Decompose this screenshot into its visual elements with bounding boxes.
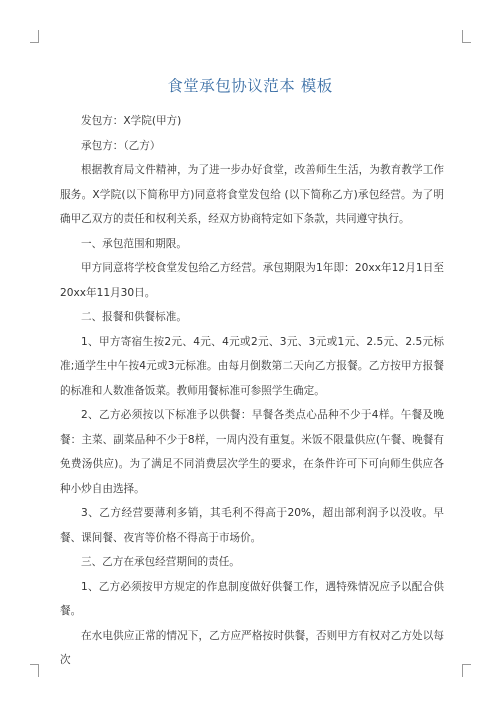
paragraph-contractor: 承包方：（乙方） (81, 139, 161, 152)
paragraph-clause-1: 1、甲方寄宿生按2元、4元、4元或2元、3元、3元或1元、2.5元、2.5元标准;通学生中午按4元或3元标准。由每月倒数第二天向乙方报餐。乙方按甲方报餐的标准和人数准备饭菜。教师用餐标准可参照学生确定。 (60, 335, 444, 397)
paragraph-term: 甲方同意将学校食堂发包给乙方经营。承包期限为1年即：20xx年12月1日至20xx年11月30日。 (60, 262, 444, 299)
crop-mark-bottom-left (30, 664, 39, 677)
paragraph-responsibility-1: 1、乙方必须按甲方规定的作息制度做好供餐工作，遇特殊情况应予以配合供餐。 (60, 580, 444, 617)
crop-mark-top-right (462, 30, 471, 43)
document-body (60, 109, 444, 673)
crop-mark-top-left (30, 30, 39, 43)
section-heading-meal-standard: 二、报餐和供餐标准。 (81, 311, 187, 323)
document-title: 食堂承包协议范本 模板 (167, 77, 333, 96)
section-heading-responsibility: 三、乙方在承包经营期间的责任。 (81, 556, 240, 568)
paragraph-clause-3: 3、乙方经营要薄利多销，其毛利不得高于20%，超出部利润予以没收。早餐、课间餐、夜宵等价格不得高于市场价。 (60, 507, 444, 544)
paragraph-responsibility-continued: 在水电供应正常的情况下，乙方应严格按时供餐，否则甲方有权对乙方处以每次 (60, 629, 444, 666)
crop-mark-bottom-right (462, 664, 471, 677)
section-heading-scope: 一、承包范围和期限。 (81, 237, 187, 250)
paragraph-issuer: 发包方：X学院(甲方) (81, 115, 182, 127)
paragraph-preamble: 根据教育局文件精神，为了进一步办好食堂，改善师生生活，为教育教学工作服务。X学院(以下简称甲方)同意将食堂发包给 (以下简称乙方)承包经营。为了明确甲乙双方的责任和权利关系，经双方协商特定如下条款，共同遵守执行。 (60, 164, 444, 225)
paragraph-clause-2: 2、乙方必须按以下标准予以供餐：早餐各类点心品种不少于4样。午餐及晚餐：主菜、副菜品种不少于8样，一周内没有重复。米饭不限量供应(午餐、晚餐有免费汤供应)。为了满足不同消费层次学生的要求，在条件许可下可向师生供应各种小炒自由选择。 (60, 409, 444, 495)
